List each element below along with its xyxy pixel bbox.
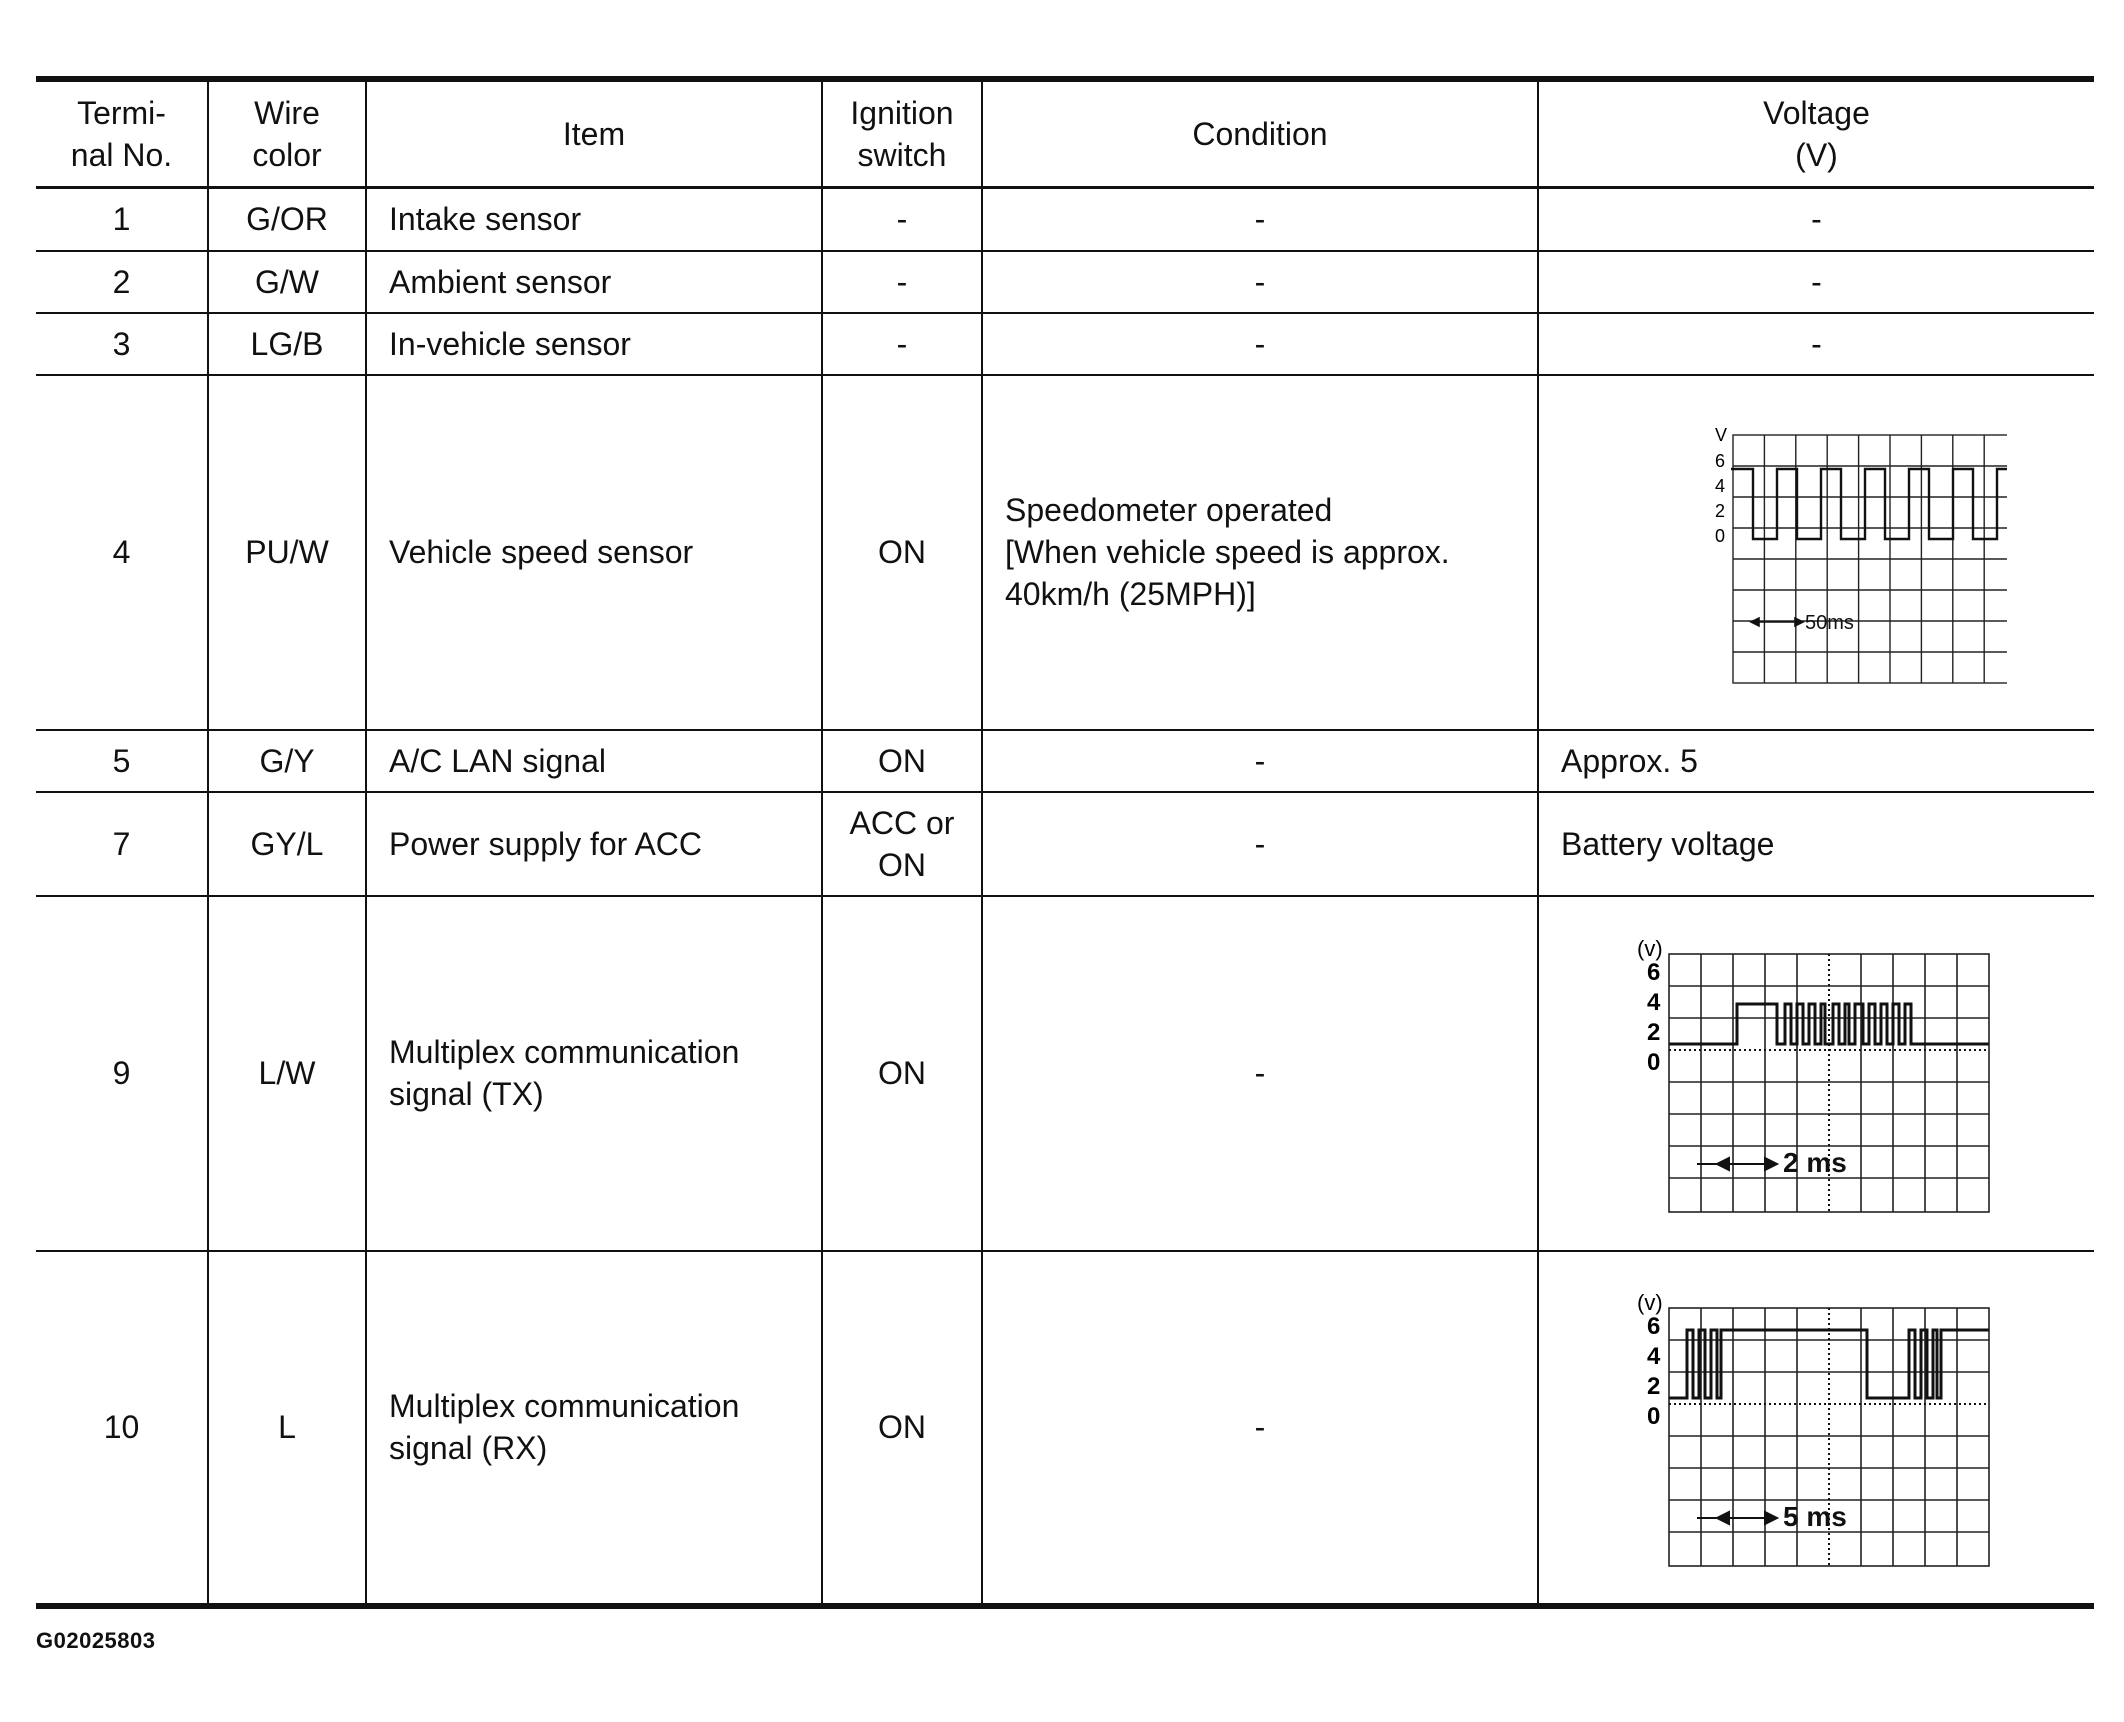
header-row bbox=[36, 79, 2094, 188]
scope-tick: 6 bbox=[1646, 1313, 1660, 1340]
scope-grid bbox=[1733, 435, 2007, 683]
table-row bbox=[36, 792, 2094, 896]
terminal-table-sheet bbox=[36, 76, 2094, 1609]
table-row bbox=[36, 375, 2094, 730]
condition: - bbox=[982, 1251, 1538, 1606]
scope-tick: 2 bbox=[1646, 1373, 1660, 1400]
scope-unit: V bbox=[1714, 425, 1727, 445]
header-item: Item bbox=[366, 79, 822, 188]
table-row bbox=[36, 896, 2094, 1251]
terminal-no: 2 bbox=[36, 251, 208, 313]
voltage-waveform bbox=[1538, 896, 2094, 1251]
terminal-no: 3 bbox=[36, 313, 208, 375]
ignition-switch: - bbox=[822, 313, 982, 375]
header-condition: Condition bbox=[982, 79, 1538, 188]
time-division-label: 5 ms bbox=[1782, 1501, 1847, 1532]
terminal-no: 10 bbox=[36, 1251, 208, 1606]
scope-tick: 0 bbox=[1714, 526, 1725, 546]
voltage: Approx. 5 bbox=[1538, 730, 2094, 792]
item-name: In-vehicle sensor bbox=[366, 313, 822, 375]
scope-tick: 0 bbox=[1646, 1049, 1660, 1076]
terminal-no: 7 bbox=[36, 792, 208, 896]
ignition-switch: ON bbox=[822, 896, 982, 1251]
ignition-switch: - bbox=[822, 188, 982, 251]
wire-color: L/W bbox=[208, 896, 366, 1251]
item-name: Multiplex communication signal (RX) bbox=[366, 1251, 822, 1606]
ignition-switch: ON bbox=[822, 1251, 982, 1606]
scope-tick: 4 bbox=[1646, 1343, 1660, 1370]
condition: - bbox=[982, 896, 1538, 1251]
item-name: A/C LAN signal bbox=[366, 730, 822, 792]
terminal-no: 4 bbox=[36, 375, 208, 730]
table-row bbox=[36, 251, 2094, 313]
scope-unit: (v) bbox=[1636, 1290, 1663, 1315]
ignition-switch: ACC or ON bbox=[822, 792, 982, 896]
wire-color: LG/B bbox=[208, 313, 366, 375]
scope-tick: 4 bbox=[1646, 989, 1660, 1016]
scope-tick: 6 bbox=[1714, 451, 1725, 471]
item-name: Multiplex communication signal (TX) bbox=[366, 896, 822, 1251]
scope-tick: 2 bbox=[1714, 501, 1725, 521]
time-marker bbox=[1697, 1158, 1777, 1170]
waveform-tx bbox=[1607, 928, 2027, 1218]
voltage: Battery voltage bbox=[1538, 792, 2094, 896]
terminal-no: 9 bbox=[36, 896, 208, 1251]
scope-tick: 6 bbox=[1646, 959, 1660, 986]
condition: - bbox=[982, 730, 1538, 792]
table-row bbox=[36, 188, 2094, 251]
condition-line: 40km/h (25MPH)] bbox=[1005, 576, 1256, 612]
time-division-label: 50ms bbox=[1804, 612, 1854, 634]
condition: - bbox=[982, 188, 1538, 251]
scope-tick: 2 bbox=[1646, 1019, 1660, 1046]
scope-unit: (v) bbox=[1636, 936, 1663, 961]
table-row bbox=[36, 1251, 2094, 1606]
time-marker bbox=[1751, 618, 1803, 626]
scope-tick: 0 bbox=[1646, 1403, 1660, 1430]
item-name: Vehicle speed sensor bbox=[366, 375, 822, 730]
header-voltage: Voltage (V) bbox=[1538, 79, 2094, 188]
ignition-switch: - bbox=[822, 251, 982, 313]
voltage: - bbox=[1538, 313, 2094, 375]
wire-color: L bbox=[208, 1251, 366, 1606]
condition: - bbox=[982, 313, 1538, 375]
wire-color: GY/L bbox=[208, 792, 366, 896]
terminal-no: 5 bbox=[36, 730, 208, 792]
voltage: - bbox=[1538, 188, 2094, 251]
ignition-switch: ON bbox=[822, 375, 982, 730]
header-ignition-switch: Ignition switch bbox=[822, 79, 982, 188]
time-marker bbox=[1697, 1512, 1777, 1524]
scope-tick: 4 bbox=[1714, 476, 1725, 496]
item-name: Ambient sensor bbox=[366, 251, 822, 313]
ignition-switch: ON bbox=[822, 730, 982, 792]
table-row bbox=[36, 730, 2094, 792]
condition: - bbox=[982, 792, 1538, 896]
condition-line: Speedometer operated bbox=[1005, 492, 1333, 528]
voltage: - bbox=[1538, 251, 2094, 313]
terminal-table bbox=[36, 76, 2094, 1609]
condition: - bbox=[982, 251, 1538, 313]
wire-color: G/W bbox=[208, 251, 366, 313]
table-row bbox=[36, 313, 2094, 375]
voltage-waveform bbox=[1538, 1251, 2094, 1606]
document-id: G02025803 bbox=[36, 1628, 156, 1653]
item-name: Power supply for ACC bbox=[366, 792, 822, 896]
wire-color: PU/W bbox=[208, 375, 366, 730]
voltage-waveform bbox=[1538, 375, 2094, 730]
waveform-rx bbox=[1607, 1282, 2027, 1572]
terminal-no: 1 bbox=[36, 188, 208, 251]
wire-color: G/Y bbox=[208, 730, 366, 792]
time-division-label: 2 ms bbox=[1782, 1147, 1847, 1178]
header-terminal: Termi- nal No. bbox=[36, 79, 208, 188]
condition-line: [When vehicle speed is approx. bbox=[1005, 534, 1450, 570]
item-name: Intake sensor bbox=[366, 188, 822, 251]
header-wire-color: Wire color bbox=[208, 79, 366, 188]
condition bbox=[982, 375, 1538, 730]
waveform-speed-sensor bbox=[1627, 417, 2007, 687]
wire-color: G/OR bbox=[208, 188, 366, 251]
